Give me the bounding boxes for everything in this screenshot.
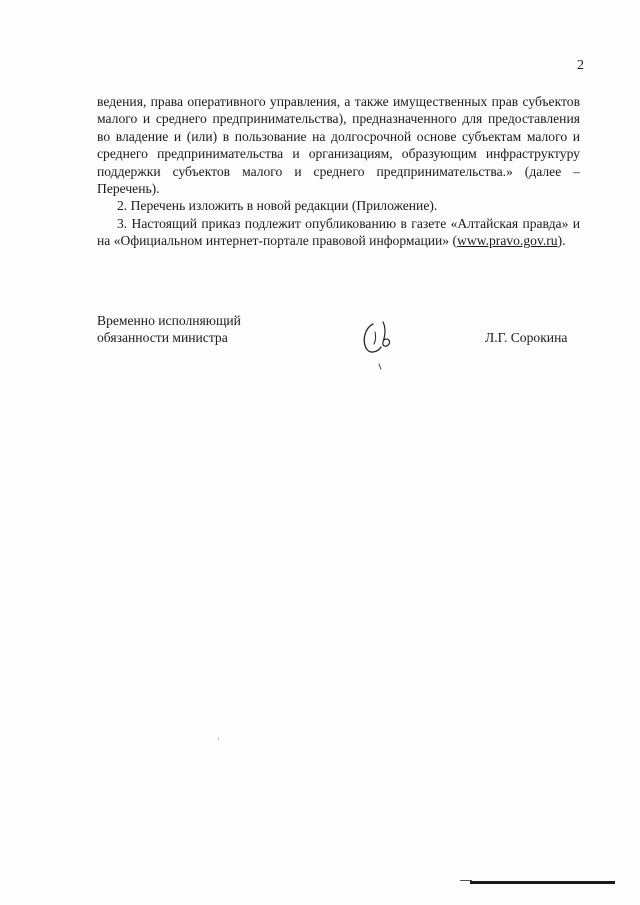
paragraph-3-line-1: 3. Настоящий приказ подлежит опубликованию в газете «Алтайская	[117, 215, 519, 231]
paragraph-3-line-2: правда» и на «Официальном интернет-портале правовой информации»	[97, 215, 580, 249]
paragraph-2	[97, 197, 580, 214]
signer-position	[97, 312, 317, 347]
page-number: 2	[577, 58, 584, 73]
handwritten-signature	[359, 318, 399, 370]
paragraph-1-line-3: предоставления во владение и (или) в пользование на долгосрочной основе	[97, 111, 580, 144]
signer-name: Л.Г. Сорокина	[485, 330, 568, 345]
paragraph-3-end: .	[562, 233, 566, 249]
paragraph-1-line-6: предпринимательства.» (далее – Перечень).	[97, 163, 581, 197]
scan-speck	[218, 738, 219, 740]
signer-position-line-1: Временно исполняющий	[97, 313, 241, 328]
pravo-link[interactable]: www.pravo.gov.ru	[457, 233, 558, 249]
footer-rule	[470, 881, 615, 884]
paragraph-1	[97, 93, 580, 197]
signer-position-line-2: обязанности министра	[97, 330, 228, 346]
paragraph-1-line-2: субъектов малого и среднего предпринимательства), предназначенного для	[97, 94, 580, 127]
paragraph-1-line-5: образующим инфраструктуру поддержки субъектов малого и среднего	[97, 146, 580, 179]
paragraph-2-text: 2. Перечень изложить в новой редакции (Приложение).	[117, 198, 438, 214]
signature-block	[97, 312, 580, 372]
paragraph-1-line-4: субъектам малого и среднего предпринимательства и организациям,	[97, 128, 580, 162]
document-body	[97, 93, 580, 250]
paragraph-3: 3. Настоящий приказ подлежит опубликованию в газете «Алтайская правда» и на «Официальном интернет-портале правовой информации» (www.pravo.gov.ru).	[97, 215, 580, 249]
paragraph-1-line-1: ведения, права оперативного управления, а также имущественных прав	[97, 94, 519, 109]
